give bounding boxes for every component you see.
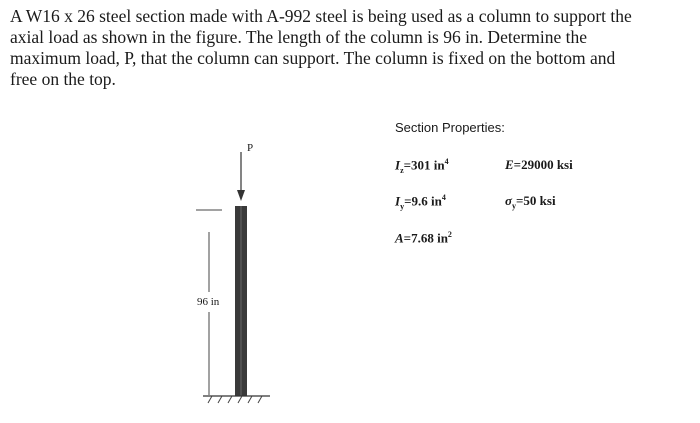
load-label: P — [247, 142, 254, 154]
problem-line-3: maximum load, P, that the column can support. The column is fixed on the bottom and — [10, 48, 616, 68]
cross-section-area: A=7.68 $in^2$ — [395, 230, 452, 246]
problem-line-1: A W16 x 26 steel section made with A-992 steel is being used as a column to support the — [10, 6, 632, 26]
elastic-modulus: E=29000 ksi — [505, 157, 573, 172]
column-length-label: 96 in — [197, 296, 220, 308]
problem-line-2: axial load as shown in the figure. The length of the column is 96 in. Determine the — [10, 27, 588, 47]
load-arrow-head — [237, 190, 245, 201]
fixed-support-hatching — [208, 396, 262, 403]
moment-of-inertia-z: $I_z=301$ $in^4$ — [395, 157, 449, 175]
section-properties-title: Section Properties: — [395, 120, 505, 135]
moment-of-inertia-y: $I_y=9.6$ $in^4$ — [395, 193, 446, 211]
problem-line-4: free on the top. — [10, 69, 116, 89]
yield-stress: $\sigma_y=50$ ksi — [505, 193, 556, 211]
